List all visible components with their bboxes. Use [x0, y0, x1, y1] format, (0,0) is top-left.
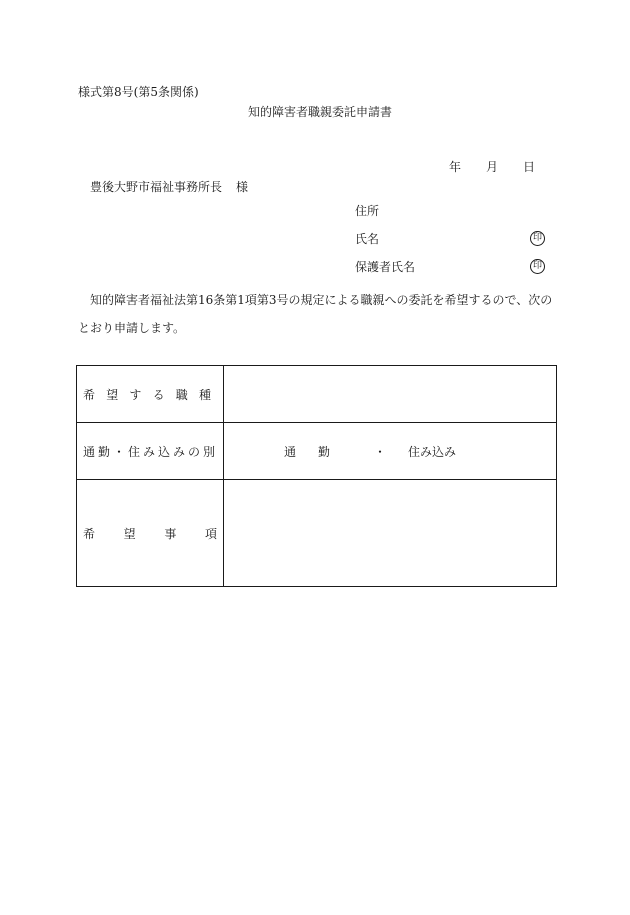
option-separator: ・: [373, 444, 386, 459]
date-year-label: 年: [449, 160, 462, 174]
desired-occupation-label: 希望する職種: [77, 366, 224, 423]
addressee-name: 豊後大野市福祉事務所長: [90, 180, 223, 194]
desired-occupation-field[interactable]: [224, 366, 557, 423]
address-label: 住所: [355, 204, 380, 218]
table-row: [77, 366, 557, 423]
name-label: 氏名: [355, 232, 380, 246]
guardian-name-label: 保護者氏名: [355, 260, 416, 274]
commute-type-label: 通勤・住み込みの別: [77, 423, 224, 480]
addressee: [90, 181, 248, 193]
application-statement: 知的障害者福祉法第16条第1項第3号の規定による職親への委託を希望するので、次のとおり申請します。: [78, 293, 553, 335]
commute-option[interactable]: 通勤: [283, 444, 352, 459]
requests-field[interactable]: [224, 480, 557, 587]
seal-icon: 印: [530, 259, 545, 274]
date-month-label: 月: [486, 160, 499, 174]
addressee-suffix: 様: [236, 180, 249, 194]
live-in-option[interactable]: 住み込み: [408, 444, 457, 459]
requests-label: 希望事項: [77, 480, 224, 587]
form-number: 様式第8号(第5条関係): [78, 85, 199, 99]
date-day-label: 日: [523, 160, 536, 174]
document-title: 知的障害者職親委託申請書: [248, 105, 393, 119]
table-row: [77, 480, 557, 587]
table-row: [77, 423, 557, 480]
application-table: [76, 365, 557, 587]
commute-type-field: [224, 423, 557, 480]
seal-icon: 印: [530, 231, 545, 246]
